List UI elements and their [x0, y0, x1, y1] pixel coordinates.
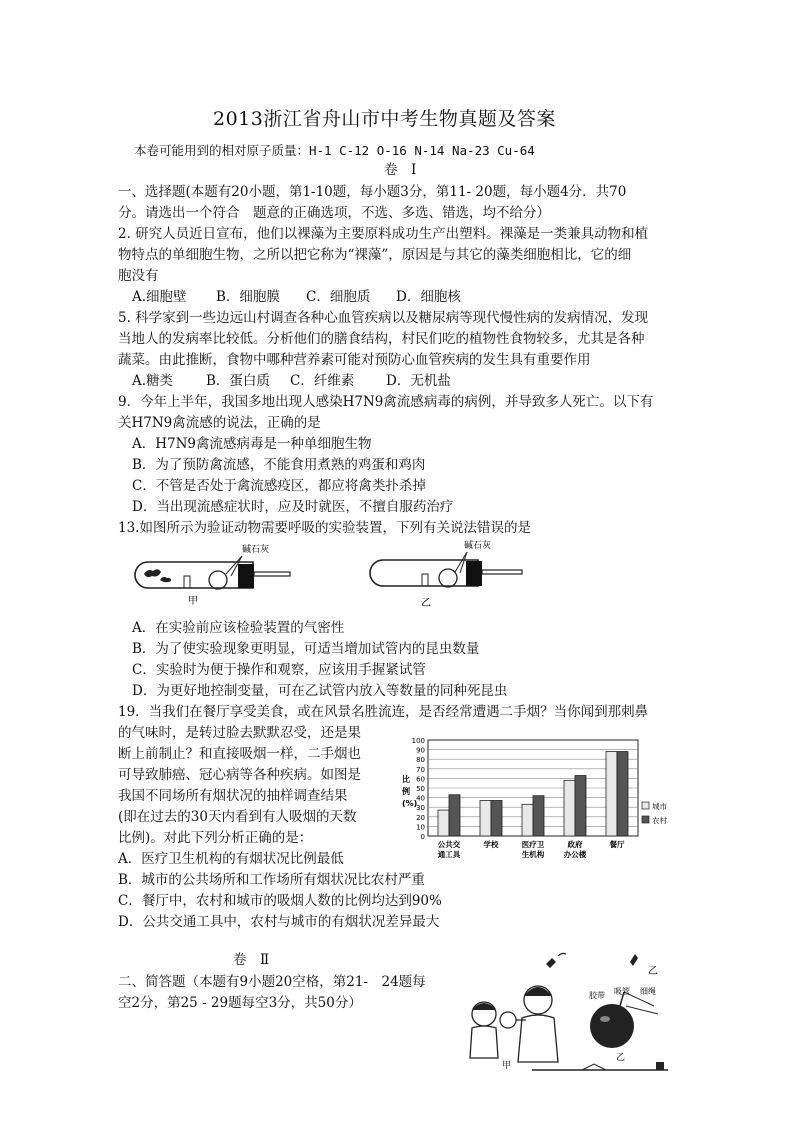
- q5-line: 蔬菜。由此推断，食物中哪种营养素可能对预防心血管疾病的发生具有重要作用: [118, 352, 591, 368]
- bar-农村: [449, 795, 460, 836]
- label-tape: 胶带: [589, 991, 605, 1000]
- q9-line: 9．今年上半年，我国多地出现人感染H7N9禽流感病毒的病例，并导致多人死亡。以下有: [118, 394, 654, 410]
- q5-option: D．无机盐: [386, 373, 451, 389]
- y-tick-label: 50: [416, 785, 425, 793]
- label-yi: 乙: [616, 1053, 626, 1063]
- x-tick-label: 公共交: [437, 840, 461, 849]
- q5-option: A.糖类: [132, 373, 174, 389]
- flying-figure-icon: [546, 958, 556, 968]
- q21-figure: [462, 944, 672, 1076]
- bar-城市: [606, 752, 617, 836]
- x-tick-label: 餐厅: [609, 840, 625, 849]
- x-tick-label: 生机构: [521, 850, 545, 859]
- legend-label: 农村: [652, 816, 667, 825]
- y-axis-label: 例: [402, 787, 410, 796]
- section1-intro-line: 分。请选出一个符合 题意的正确选项，不选、多选、错选，均不给分）: [118, 205, 550, 221]
- y-tick-label: 0: [420, 833, 425, 841]
- label-rope: 细绳: [640, 987, 656, 996]
- q2-option: A.细胞壁: [132, 289, 187, 305]
- y-tick-label: 30: [416, 804, 425, 813]
- label-jia: 甲: [188, 596, 198, 607]
- bar-城市: [438, 810, 449, 836]
- q2-option: C．细胞质: [306, 289, 371, 305]
- q19-line: 19．当我们在餐厅享受美食，或在风景名胜流连，是否经常遭遇二手烟？当你闻到那刺鼻: [118, 704, 649, 720]
- q19-line: 比例)。对此下列分析正确的是：: [118, 830, 313, 846]
- y-tick-label: 10: [416, 823, 425, 832]
- x-tick-label: 政府: [567, 840, 583, 849]
- q5-option: B．蛋白质: [206, 373, 270, 389]
- q13-stem: 13.如图所示为验证动物需要呼吸的实验装置，下列有关说法错误的是: [118, 520, 531, 536]
- y-tick-label: 60: [416, 775, 425, 784]
- bar-城市: [564, 780, 575, 836]
- label-lime: 碱石灰: [242, 545, 270, 555]
- label-lime: 碱石灰: [464, 541, 492, 551]
- q13-option: A．在实验前应该检验装置的气密性: [132, 620, 345, 636]
- q5-line: 当地人的发病率比较低。分析他们的膳食结构，村民们吃的植物性食物较多，尤其是各种: [118, 331, 645, 347]
- q13-option: D．为更好地控制变量，可在乙试管内放入等数量的同种死昆虫: [132, 683, 508, 699]
- section2-intro-line: 空2分，第25 - 29题每空3分，共50分）: [118, 995, 362, 1011]
- section2-heading: 卷 Ⅱ: [233, 952, 270, 968]
- q19-option: A．医疗卫生机构的有烟状况比例最低: [118, 851, 344, 867]
- q19-line: 断上前制止？和直接吸烟一样，二手烟也: [118, 746, 361, 762]
- legend-swatch: [642, 816, 649, 823]
- tube-jia: [135, 543, 290, 607]
- x-tick-label: 学校: [483, 840, 499, 849]
- insect-icon: [144, 569, 161, 577]
- q19-option: B．城市的公共场所和工作场所有烟状况比农村严重: [118, 872, 425, 888]
- q9-option: A．H7N9禽流感病毒是一种单细胞生物: [132, 436, 372, 452]
- atomic-masses: 本卷可能用到的相对原子质量：H-1 C-12 O-16 N-14 Na-23 Cu-64: [134, 143, 535, 158]
- bar-农村: [575, 776, 586, 836]
- insect-icon: [160, 577, 171, 582]
- y-tick-label: 70: [416, 765, 425, 774]
- smoking-bar-chart: [392, 734, 682, 866]
- q19-line: 我国不同场所有烟状况的抽样调查结果: [118, 788, 348, 804]
- y-tick-label: 90: [416, 746, 425, 755]
- x-tick-label: 办公楼: [563, 850, 587, 859]
- boy-figure: [470, 1002, 498, 1058]
- q2-line: 胞没有: [118, 268, 159, 284]
- section2-intro-line: 二、简答题（本题有9小题20空格，第21- 24题每: [118, 974, 426, 990]
- label-straw: 吸管: [614, 987, 630, 996]
- q9-option: C．不管是否处于禽流感疫区，都应将禽类扑杀掉: [132, 478, 426, 494]
- bar-农村: [491, 800, 502, 836]
- flying-figure-icon: [630, 954, 638, 966]
- balloon-ball: [589, 986, 658, 1063]
- q19-option: D．公共交通工具中，农村与城市的有烟状况差异最大: [118, 914, 440, 930]
- q5-line: 5. 科学家到一些边远山村调查各种心血管疾病以及糖尿病等现代慢性病的发病情况，发现: [118, 310, 649, 326]
- x-tick-label: 医疗卫: [521, 840, 545, 849]
- bar-农村: [617, 752, 628, 836]
- legend-swatch: [642, 802, 649, 809]
- q9-line: 关H7N9禽流感的说法，正确的是: [118, 415, 321, 431]
- label-yi: 乙: [648, 966, 658, 977]
- bar-城市: [480, 800, 491, 836]
- section1-intro-line: 一、选择题(本题有20小题，第1-10题，每小题3分，第11- 20题，每小题4分．共70: [118, 184, 627, 200]
- q19-line: 可导致肺癌、冠心病等各种疾病。如图是: [118, 767, 361, 783]
- label-yi: 乙: [421, 598, 431, 609]
- man-figure: [500, 986, 558, 1062]
- x-tick-label: 通工具: [437, 850, 461, 859]
- y-tick-label: 20: [416, 813, 425, 822]
- bar-城市: [522, 804, 533, 836]
- y-tick-label: 100: [411, 737, 425, 745]
- bar-农村: [533, 796, 544, 836]
- label-jia: 甲: [502, 1061, 512, 1071]
- y-axis-label: 比: [402, 775, 410, 784]
- q5-option: C．纤维素: [290, 373, 355, 389]
- q2-option: D．细胞核: [396, 289, 461, 305]
- q13-apparatus-figure: [118, 540, 538, 610]
- q19-line: 的气味时，是转过脸去默默忍受，还是果: [118, 725, 361, 741]
- q9-option: B．为了预防禽流感，不能食用煮熟的鸡蛋和鸡肉: [132, 457, 426, 473]
- legend-label: 城市: [652, 802, 667, 811]
- y-tick-label: 40: [416, 794, 425, 803]
- section1-heading: 卷 Ⅰ: [384, 162, 417, 178]
- y-axis-label: (%): [402, 799, 418, 808]
- page-title: 2013浙江省舟山市中考生物真题及答案: [213, 108, 556, 130]
- q13-option: C．实验时为便于操作和观察，应该用手握紧试管: [132, 662, 426, 678]
- q9-option: D．当出现流感症状时，应及时就医，不擅自服药治疗: [132, 499, 454, 515]
- q19-line: (即在过去的30天内看到有人吸烟的天数: [118, 809, 357, 825]
- q13-option: B．为了使实验现象更明显，可适当增加试管内的昆虫数量: [132, 641, 480, 657]
- q2-line: 2. 研究人员近日宣布，他们以裸藻为主要原料成功生产出塑料。裸藻是一类兼具动物和植: [118, 226, 649, 242]
- q2-line: 物特点的单细胞生物，之所以把它称为“裸藻”，原因是与其它的藻类细胞相比，它的细: [118, 247, 632, 263]
- q19-option: C．餐厅中，农村和城市的吸烟人数的比例均达到90%: [118, 893, 442, 909]
- tube-yi: [370, 540, 522, 609]
- q2-option: B．细胞膜: [216, 289, 280, 305]
- y-tick-label: 80: [416, 756, 425, 765]
